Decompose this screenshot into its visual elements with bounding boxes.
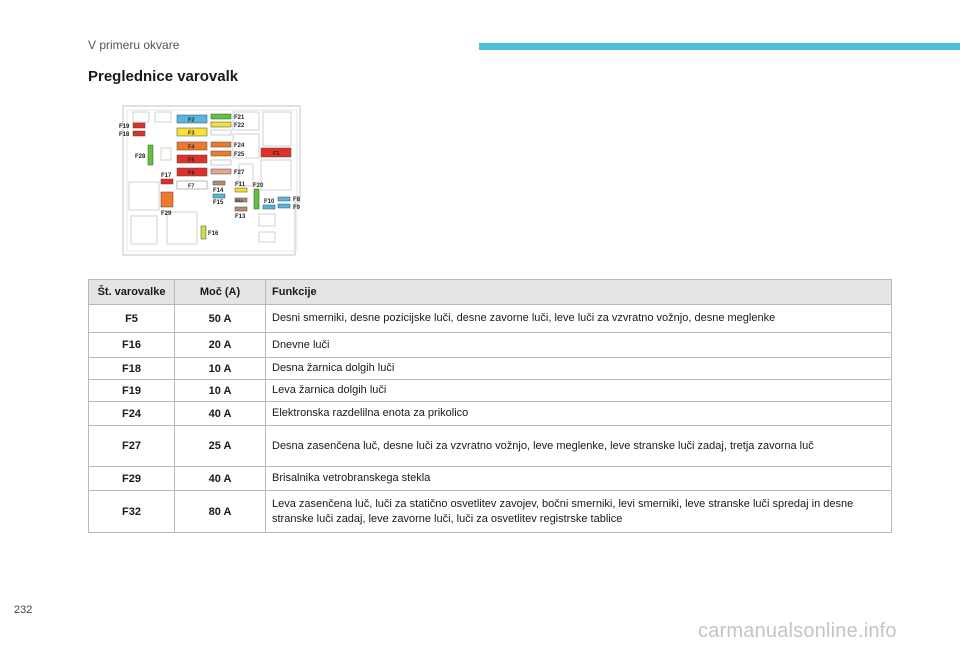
cell-fuse-rating: 50 A: [175, 305, 266, 333]
fuse-box-diagram: [115, 98, 315, 260]
label-f24: F24: [234, 143, 245, 149]
fuse-f18: [133, 131, 145, 136]
cell-fuse-rating: 20 A: [175, 333, 266, 358]
label-f20: F20: [253, 183, 264, 189]
page-number: 232: [14, 604, 33, 616]
fuse-f19: [133, 123, 145, 128]
cell-fuse-rating: 80 A: [175, 491, 266, 533]
page-title: Preglednice varovalk: [88, 68, 239, 85]
fuse-f11: [235, 188, 247, 192]
col-header-rating: Moč (A): [175, 280, 266, 305]
label-f12: F12: [236, 198, 243, 203]
fuse-f17: [161, 179, 173, 184]
label-f27: F27: [234, 170, 245, 176]
table-row: [89, 491, 892, 533]
table-row: [89, 358, 892, 380]
cell-fuse-number: F24: [89, 402, 175, 426]
label-f19: F19: [119, 124, 130, 130]
fuse-table: [88, 279, 892, 533]
label-f14: F14: [213, 188, 224, 194]
fuse-f16: [201, 226, 206, 239]
label-f2: F2: [188, 117, 195, 124]
fuse-f27: [211, 169, 231, 174]
cell-fuse-number: F27: [89, 426, 175, 467]
label-f18: F18: [119, 132, 130, 138]
table-row: [89, 402, 892, 426]
fuse-f28: [148, 145, 153, 165]
table-header-row: [89, 280, 892, 305]
label-f1: F1: [273, 151, 280, 157]
cell-fuse-function: Leva zasenčena luč, luči za statično osvetlitev zavojev, bočni smerniki, levi smerniki, leve stranske luči spredaj in desne stranske luči zadaj, leve zavorne luči, luči za osvetlitev registrske tablice: [266, 491, 892, 533]
fuse-f14: [213, 181, 225, 185]
cell-fuse-number: F32: [89, 491, 175, 533]
fuse-f9: [278, 204, 290, 208]
header-accent-bar: [479, 43, 960, 50]
label-f29: F29: [161, 211, 172, 217]
table-row: [89, 467, 892, 491]
label-f28: F28: [135, 154, 146, 160]
fuse-f29: [161, 192, 173, 207]
label-f25: F25: [234, 152, 245, 158]
cell-fuse-rating: 10 A: [175, 380, 266, 402]
fuse-f20: [254, 189, 259, 209]
table-row: [89, 426, 892, 467]
label-f4: F4: [188, 144, 195, 151]
label-f15: F15: [213, 200, 224, 206]
label-f9: F9: [293, 205, 301, 211]
label-f3: F3: [188, 130, 195, 137]
label-f6: F6: [188, 170, 195, 177]
label-f17: F17: [161, 173, 172, 179]
cell-fuse-rating: 25 A: [175, 426, 266, 467]
label-f16: F16: [208, 231, 219, 237]
cell-fuse-function: Leva žarnica dolgih luči: [266, 380, 892, 402]
table-row: [89, 305, 892, 333]
cell-fuse-number: F18: [89, 358, 175, 380]
cell-fuse-function: Desna žarnica dolgih luči: [266, 358, 892, 380]
cell-fuse-rating: 40 A: [175, 467, 266, 491]
fuse-f24: [211, 142, 231, 147]
label-f21: F21: [234, 115, 245, 121]
cell-fuse-number: F29: [89, 467, 175, 491]
cell-fuse-number: F5: [89, 305, 175, 333]
label-f13: F13: [235, 214, 246, 220]
table-row: [89, 380, 892, 402]
table-row: [89, 333, 892, 358]
cell-fuse-function: Dnevne luči: [266, 333, 892, 358]
label-f5: F5: [188, 157, 195, 164]
watermark: carmanualsonline.info: [698, 620, 897, 642]
cell-fuse-function: Desna zasenčena luč, desne luči za vzvratno vožnjo, leve meglenke, leve stranske luči zadaj, tretja zavorna luč: [266, 426, 892, 467]
fuse-f8: [278, 197, 290, 201]
fuse-f22: [211, 122, 231, 127]
fuse-f21: [211, 114, 231, 119]
fuse-f25: [211, 151, 231, 156]
cell-fuse-function: Brisalnika vetrobranskega stekla: [266, 467, 892, 491]
col-header-number: Št. varovalke: [89, 280, 175, 305]
cell-fuse-number: F19: [89, 380, 175, 402]
fuse-f15: [213, 194, 225, 198]
label-f7: F7: [188, 183, 195, 190]
cell-fuse-rating: 10 A: [175, 358, 266, 380]
fuse-f10: [263, 205, 275, 209]
fuse-f13: [235, 207, 247, 211]
cell-fuse-rating: 40 A: [175, 402, 266, 426]
cell-fuse-function: Desni smerniki, desne pozicijske luči, desne zavorne luči, leve luči za vzvratno vožnjo, desne meglenke: [266, 305, 892, 333]
label-f22: F22: [234, 123, 245, 129]
label-f10: F10: [264, 199, 275, 205]
cell-fuse-function: Elektronska razdelilna enota za prikolico: [266, 402, 892, 426]
col-header-functions: Funkcije: [266, 280, 892, 305]
label-f11: F11: [235, 182, 246, 188]
section-header: V primeru okvare: [88, 38, 180, 52]
label-f8: F8: [293, 197, 301, 203]
cell-fuse-number: F16: [89, 333, 175, 358]
